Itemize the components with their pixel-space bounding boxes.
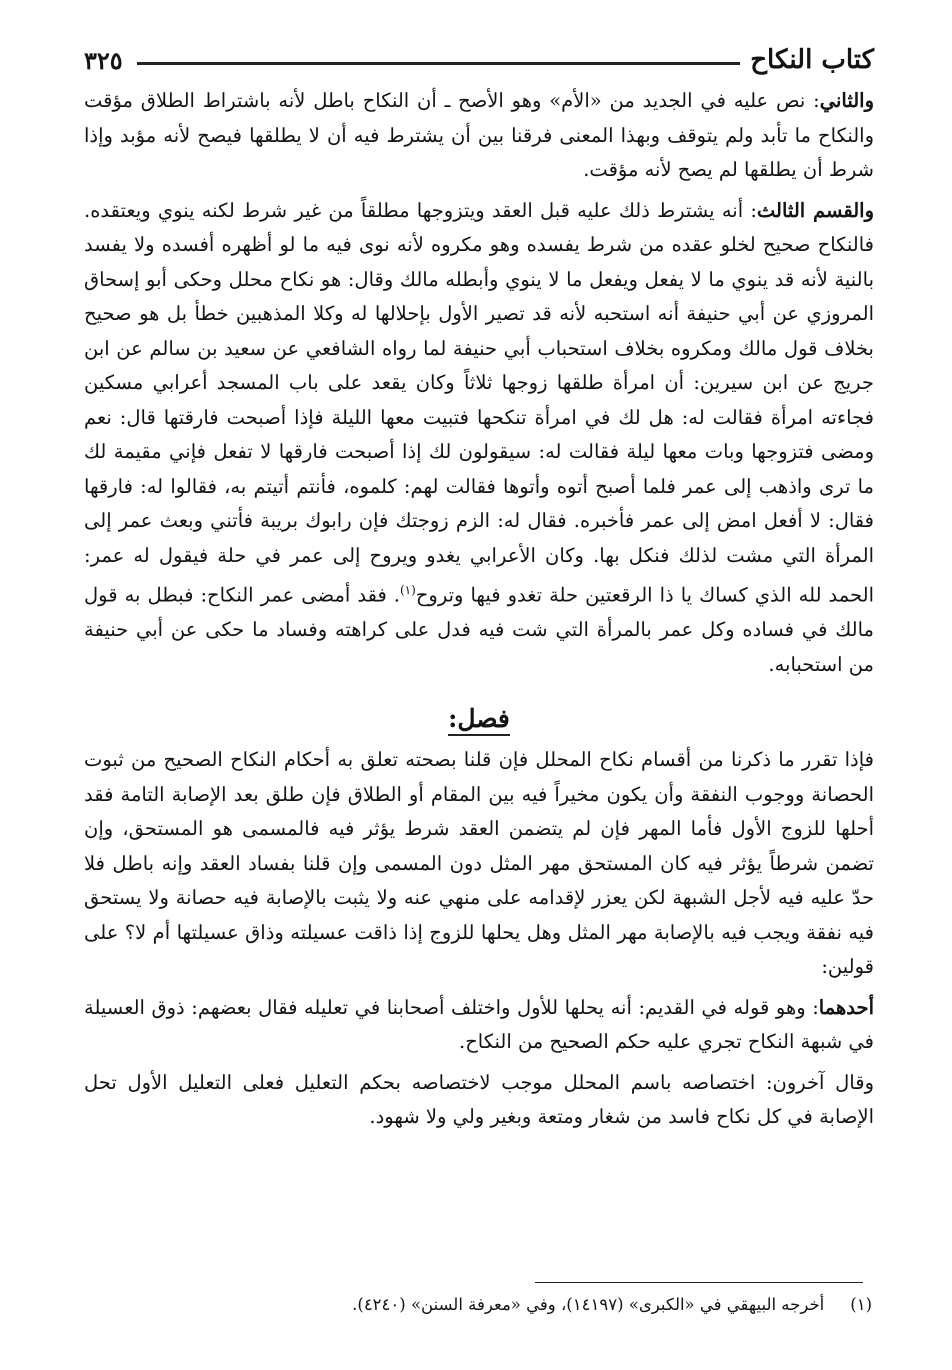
- footnote-rule: [535, 1282, 863, 1283]
- paragraph-text: وقال آخرون: اختصاصه باسم المحلل موجب لاختصاصه بحكم التعليل فعلى التعليل الأول تحل الإصابة في كل نكاح فاسد من شغار ومتعة وبغير ولي ولا شهود.: [84, 1070, 874, 1128]
- paragraph-text: : أنه يشترط ذلك عليه قبل العقد ويتزوجها مطلقاً من غير شرط لكنه ينوي ويعتقده. فالنكاح صحيح لخلو عقده من شرط يفسده وهو مكروه لأنه نوى فيه ما لو أظهره أفسده ولا يفسد بالنية لأنه قد ينوي ما لا يفعل ويفعل ما لا ينوي وأبطله مالك وقال: هو نكاح محلل وحكى أبو إسحاق المروزي عن أبي حنيفة أنه استحبه لأنه قد تصير الأول بإحلالها له وكلا المذهبين خطأ بل هو صحيح بخلاف قول مالك ومكروه بخلاف استحباب أبي حنيفة لما رواه الشافعي عن سعيد بن سالم عن ابن جريج عن ابن سيرين: أن امرأة طلقها زوجها ثلاثاً وكان يقعد على باب المسجد أعرابي مسكين فجاءته امرأة فقالت له: هل لك في امرأة تنكحها فتبيت معها الليلة فإذا أصبحت فارقتها قال: نعم ومضى فتزوجها وبات معها ليلة فقالت له: سيقولون لك إذا أصبحت فارقها لا تفعل فإني مقيمة لك ما ترى واذهب إلى عمر فلما أصبح أتوه وأتوها فقالت لهم: كلموه، فأنتم أتيتم به، فقالوا له: فارقها فقال: لا أفعل امض إلى عمر فأخبره. فقال له: الزم زوجتك فإن رابوك بريبة فأتني وبعث عمر إلى المرأة التي مشت لذلك فنكل بها. وكان الأعرابي يغدو ويروح إلى عمر في حلة فيقول له عمر: الحمد لله الذي كساك يا ذا الرقعتين حلة تغدو فيها وتروح: [84, 198, 874, 607]
- paragraph-second-opinion: [84, 84, 874, 188]
- paragraph-fasl-intro: [84, 743, 874, 985]
- running-header: [84, 38, 874, 82]
- paragraph-third-section: [84, 194, 874, 683]
- footnote: [100, 1292, 872, 1318]
- section-heading-text: فصل:: [448, 704, 510, 736]
- paragraph-lead: والقسم الثالث: [756, 198, 874, 222]
- page-body: [84, 38, 874, 1141]
- paragraph-lead: أحدهما: [818, 995, 874, 1019]
- footnote-text: أخرجه البيهقي في «الكبرى» (١٤١٩٧)، وفي «معرفة السنن» (٤٢٤٠).: [352, 1295, 825, 1314]
- header-rule: [137, 62, 741, 65]
- paragraph-first-opinion: [84, 991, 874, 1060]
- footnote-reference: (١): [399, 583, 416, 597]
- section-heading: [84, 704, 874, 733]
- book-title: كتاب النكاح: [750, 45, 874, 75]
- paragraph-others-opinion: [84, 1066, 874, 1135]
- page-number: ٣٢٥: [84, 45, 123, 75]
- paragraph-text: : نص عليه في الجديد من «الأم» وهو الأصح ـ أن النكاح باطل لأنه باشتراط الطلاق مؤقت والنكاح ما تأبد ولم يتوقف وبهذا المعنى فرقنا بين أن يشترط فيه أن لا يطلقها فيصح لأنه مؤبد وإذا شرط أن يطلقها لم يصح لأنه مؤقت.: [84, 89, 874, 181]
- paragraph-text: فإذا تقرر ما ذكرنا من أقسام نكاح المحلل فإن قلنا بصحته تعلق به أحكام النكاح الصحيح من ثبوت الحصانة ووجوب النفقة وأن يكون مخيراً فيه بين المقام أو الطلاق فإن طلق بعد الإصابة التامة فقد أحلها للزوج الأول فأما المهر فإن لم يتضمن العقد شرط يؤثر فيه فالمسمى هو المستحق، وإن تضمن شرطاً يؤثر فيه كان المستحق مهر المثل دون المسمى وإن قلنا بفساد العقد وإنه باطل فلا حدّ عليه فيه لأجل الشبهة لكن يعزر لإقدامه على منهي عنه ولا يثبت بالإصابة فيه حصانة ولا يستحق فيه نفقة ويجب فيه بالإصابة مهر المثل وهل يحلها للزوج إذا ذاقت عسيلته وذاق عسيلتها أم لا؟ على قولين:: [84, 748, 874, 978]
- paragraph-text-continued: . فقد أمضى عمر النكاح: فبطل به قول مالك في فساده وكل عمر بالمرأة التي شت فيه فدل على كراهته وفساد ما حكى عن أبي حنيفة من استحبابه.: [84, 583, 874, 676]
- paragraph-lead: والثاني: [819, 89, 874, 112]
- footnote-number: (١): [850, 1295, 872, 1314]
- paragraph-text: : وهو قوله في القديم: أنه يحلها للأول واختلف أصحابنا في تعليله فقال بعضهم: ذوق العسيلة في شبهة النكاح تجري عليه حكم الصحيح من النكاح.: [84, 995, 874, 1053]
